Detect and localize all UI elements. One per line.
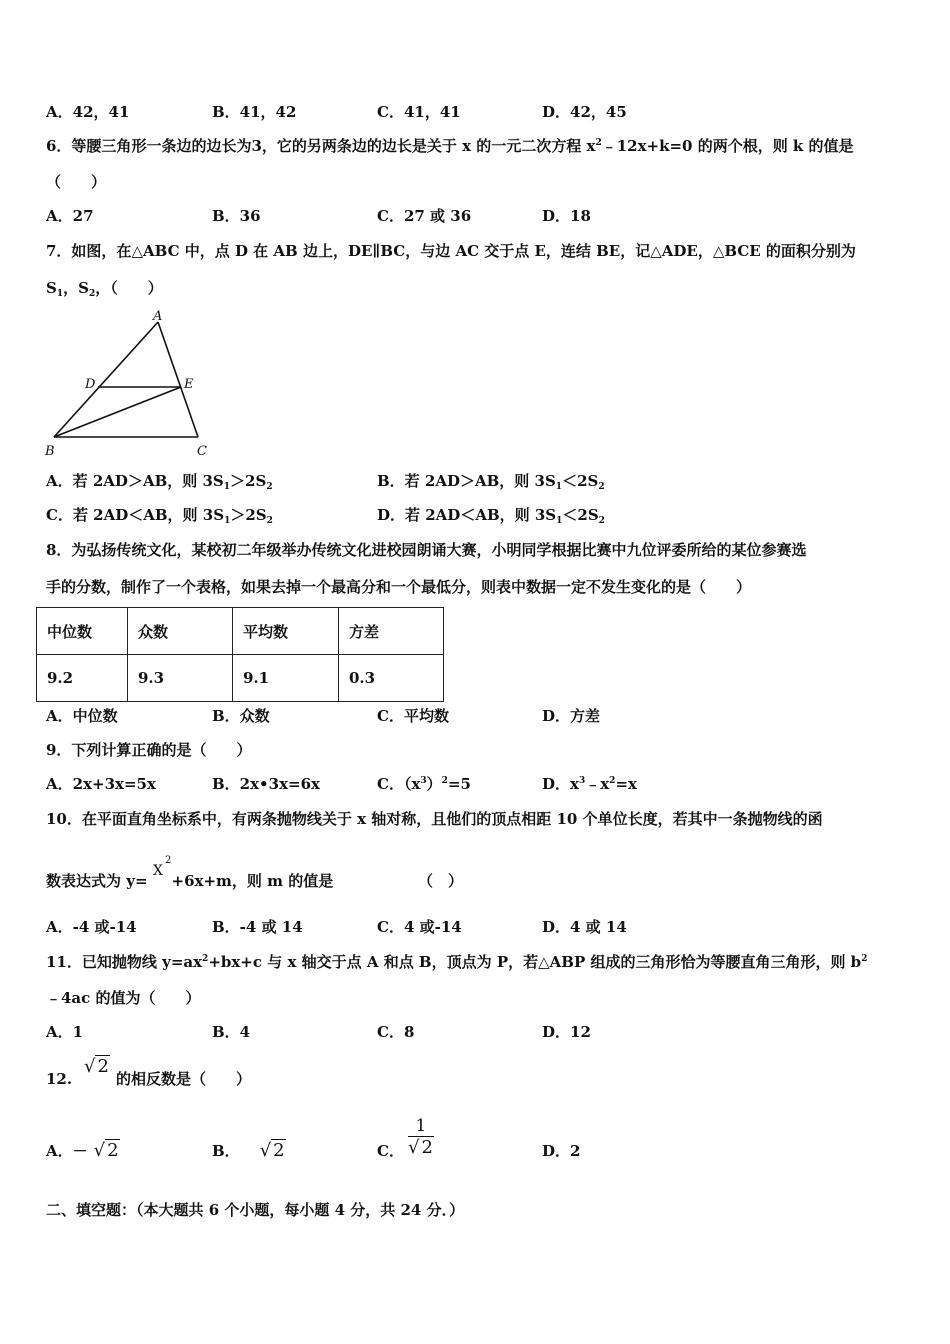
q7-stem: 7．如图，在△ABC 中，点 D 在 AB 边上，DE∥BC，与边 AC 交于点 E，连结 BE，记△ADE，△BCE 的面积分别为 (46, 242, 856, 260)
q11-stem: 11．已知抛物线 $y=ax^2+bx+c$ 与 x 轴交于点 A 和点 B，顶点为 P，若△ABP 组成的三角形恰为等腰直角三角形，则 $b^2$ (46, 953, 868, 971)
label-c: C (197, 444, 207, 459)
q8-stats-table (36, 607, 444, 702)
q10-x-variable: X (153, 863, 163, 879)
q12-option-a: A．－ √ 2 (46, 1140, 119, 1161)
q10-option-d: D．4 或 14 (542, 918, 627, 936)
q7-option-a: A．若 2AD＞AB，则 $3S_1>2S_2$ (46, 472, 273, 492)
q11-option-a: A．1 (46, 1023, 84, 1041)
section-2-heading: 二、填空题：（本大题共 6 个小题，每小题 4 分，共 24 分．） (46, 1201, 465, 1219)
q6-paren: （ ） (46, 173, 107, 191)
q10-option-a: A．-4 或-14 (46, 918, 137, 936)
q8-option-d: D．方差 (542, 707, 601, 725)
q12-option-b: B． √ 2 (212, 1140, 285, 1161)
table-cell: 9.2 (37, 655, 128, 702)
q5-option-c: C．41，41 (377, 103, 461, 121)
table-header-cell: 众数 (128, 608, 233, 655)
table-cell: 9.1 (233, 655, 339, 702)
q5-option-b: B．41，42 (212, 103, 297, 121)
q11-option-b: B．4 (212, 1023, 251, 1041)
table-header-cell: 方差 (339, 608, 444, 655)
q10-stem-line2: 数表达式为 y= +6x+m，则 m 的值是 (46, 872, 334, 890)
q8-option-c: C．平均数 (377, 707, 449, 725)
q12-option-c-label: C． (377, 1142, 404, 1160)
q11-option-c: C．8 (377, 1023, 415, 1041)
q9-option-d: D．$x^3﹣x^2=x$ (542, 775, 637, 793)
q7-option-c: C．若 2AD＜AB，则 $3S_1>2S_2$ (46, 506, 273, 526)
table-cell: 9.3 (128, 655, 233, 702)
table-header-row (37, 608, 444, 655)
q10-x-exponent: 2 (165, 855, 172, 866)
label-e: E (184, 377, 194, 392)
q5-option-a: A．42，41 (46, 103, 130, 121)
q12-stem: 的相反数是（ ） (116, 1070, 252, 1088)
table-cell: 0.3 (339, 655, 444, 702)
q6-option-b: B．36 (212, 207, 261, 225)
q11-stem-line2: ﹣4ac 的值为（ ） (46, 989, 201, 1007)
q9-stem: 9．下列计算正确的是（ ） (46, 741, 252, 759)
q12-number: 12. (46, 1070, 73, 1088)
q8-stem-line2: 手的分数，制作了一个表格，如果去掉一个最高分和一个最低分，则表中数据一定不发生变化的是（ ） (46, 578, 752, 596)
q7-option-d: D．若 2AD＜AB，则 $3S_1<2S_2$ (377, 506, 605, 526)
q9-option-a: A．2x+3x=5x (46, 775, 156, 793)
label-b: B (45, 444, 55, 459)
side-ab (54, 322, 158, 437)
q5-option-d: D．42，45 (542, 103, 627, 121)
label-d: D (85, 377, 96, 392)
q10-option-b: B．-4 或 14 (212, 918, 303, 936)
q9-option-c: C．$(x^3)^2=5$ (377, 775, 471, 793)
table-header-cell: 中位数 (37, 608, 128, 655)
q8-stem: 8．为弘扬传统文化，某校初二年级举办传统文化进校园朗诵大赛，小明同学根据比赛中九位评委所给的某位参赛选 (46, 541, 807, 559)
q9-option-b: B．2x•3x=6x (212, 775, 320, 793)
q12-sqrt-two: √ 2 (84, 1056, 109, 1077)
q12-option-c-fraction: $\frac{1}{√ 2}$ (408, 1116, 433, 1158)
q11-option-d: D．12 (542, 1023, 591, 1041)
q6-option-a: A．27 (46, 207, 94, 225)
q6-option-d: D．18 (542, 207, 591, 225)
q6-option-c: C．27 或 36 (377, 207, 472, 225)
q8-option-a: A．中位数 (46, 707, 118, 725)
q12-option-d: D．2 (542, 1142, 581, 1160)
table-row (37, 655, 444, 702)
q10-option-c: C．4 或-14 (377, 918, 462, 936)
segment-be (54, 387, 181, 437)
q8-option-b: B．众数 (212, 707, 270, 725)
q7-option-b: B．若 2AD＞AB，则 $3S_1<2S_2$ (377, 472, 605, 492)
q6-stem: 6．等腰三角形一条边的边长为3，它的另两条边的边长是关于 x 的一元二次方程 $x^2﹣12x+k=0$ 的两个根，则 k 的值是 (46, 137, 854, 155)
label-a: A (153, 309, 163, 324)
q7-triangle-figure (40, 308, 220, 460)
q7-stem-line2: $S_1$，$S_2$，（ ） (46, 279, 163, 299)
q10-stem: 10．在平面直角坐标系中，有两条抛物线关于 x 轴对称，且他们的顶点相距 10 个单位长度，若其中一条抛物线的函 (46, 810, 823, 828)
q10-paren: （ ） (418, 872, 464, 890)
table-header-cell: 平均数 (233, 608, 339, 655)
